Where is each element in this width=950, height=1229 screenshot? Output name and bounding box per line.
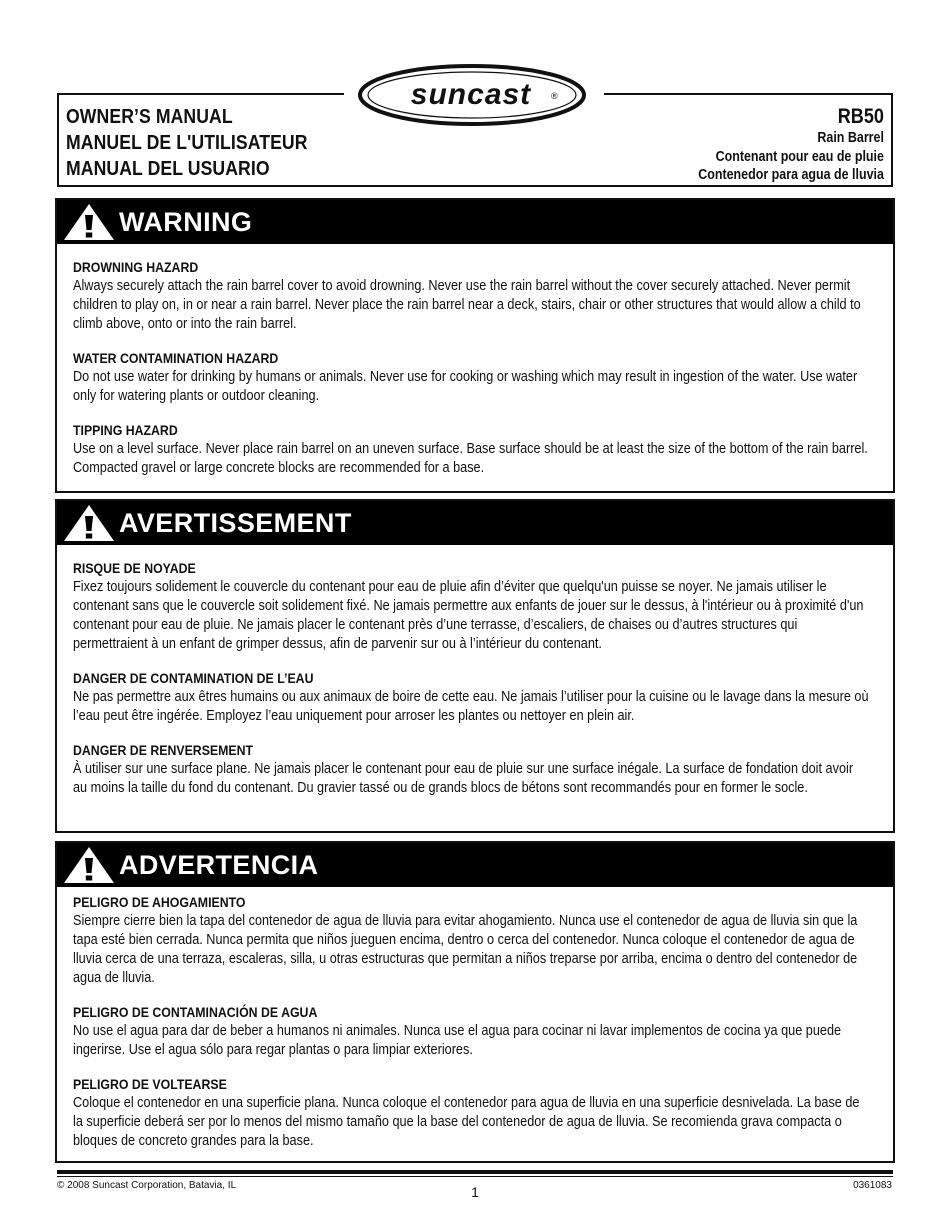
manual-titles [66, 104, 347, 182]
hazard-item [73, 669, 893, 726]
avertissement-body [73, 559, 893, 813]
warning-triangle-icon [63, 504, 115, 542]
hazard-item [73, 1075, 893, 1151]
hazard-text: Use on a level surface. Never place rain barrel on an uneven surface. Base surface should be at least the size of the bottom of the rain barrel. Compacted gravel or large concrete blocks are recommended for a base. [73, 441, 868, 476]
warning-triangle-icon [63, 846, 115, 884]
footer-rule [57, 1170, 893, 1174]
avertissement-section [55, 499, 895, 833]
suncast-logo [355, 62, 590, 128]
hazard-text: Siempre cierre bien la tapa del contenedor de agua de lluvia para evitar ahogamiento. Nunca use el contenedor de agua de lluvia sin que la tapa esté bien cerrada. Nunca permita que niños jueguen encima, dentro o cerca del contenedor. Nunca coloque el contenedor de agua de lluvia cerca de una terraza, escaleras, silla, u otras estructuras que permitan a niños treparse por arriba, encima o dentro del contenedor de agua de lluvia. [73, 913, 858, 986]
title-spanish: MANUAL DEL USUARIO [66, 157, 270, 180]
product-name-spanish: Contenedor para agua de lluvia [698, 167, 884, 183]
title-french: MANUEL DE L'UTILISATEUR [66, 131, 308, 154]
hazard-text: À utiliser sur une surface plane. Ne jamais placer le contenant pour eau de pluie sur une surface inégale. La surface de fondation doit avoir au moins la taille du fond du contenant. Du gravier tassé ou de grands blocs de bétons sont recommandés pour en former le socle. [73, 761, 854, 796]
hazard-text: Always securely attach the rain barrel cover to avoid drowning. Never use the rain barrel without the cover securely attached. Never permit children to play on, in or near a rain barrel. Never place the rain barrel near a deck, stairs, chair or other structures that would allow a child to climb above, onto or into the rain barrel. [73, 278, 861, 332]
hazard-text: Do not use water for drinking by humans or animals. Never use for cooking or washing which may result in ingestion of the water. Use water only for watering plants or outdoor cleaning. [73, 369, 858, 404]
hazard-text: Ne pas permettre aux êtres humains ou aux animaux de boire de cette eau. Ne jamais l’utiliser pour la cuisine ou le lavage dans la mesure où l’eau peut être ingérée. Employez l’eau uniquement pour arroser les plantes ou nettoyer en plein air. [73, 689, 869, 724]
advertencia-body [73, 893, 893, 1166]
hazard-item [73, 258, 893, 334]
hazard-item [73, 559, 893, 654]
warning-section [55, 198, 895, 493]
warning-triangle-icon [63, 203, 115, 241]
logo-text: suncast [410, 78, 532, 111]
advertencia-banner [57, 843, 893, 887]
hazard-item [73, 349, 893, 406]
hazard-text: No use el agua para dar de beber a humanos ni animales. Nunca use el agua para cocinar ni lavar implementos de cocina ya que puede ingerirse. Use el agua sólo para regar plantas o para limpiar exteriores. [73, 1023, 842, 1058]
hazard-heading: TIPPING HAZARD [73, 422, 178, 438]
advertencia-section [55, 841, 895, 1163]
warning-title: WARNING [119, 207, 253, 237]
avertissement-title: AVERTISSEMENT [119, 508, 352, 538]
hazard-item [73, 893, 893, 988]
hazard-heading: PELIGRO DE AHOGAMIENTO [73, 894, 246, 910]
document-number: 0361083 [853, 1180, 892, 1191]
product-name-french: Contenant pour eau de pluie [715, 148, 884, 165]
hazard-text: Coloque el contenedor en una superficie plana. Nunca coloque el contenedor para agua de lluvia en una superficie desnivelada. La base de la superficie deberá ser por lo menos del mismo tamaño que la base del contenedor de agua de lluvia. Se recomienda grava compacta o bloques de concreto grandes para la base. [73, 1095, 860, 1149]
hazard-heading: DROWNING HAZARD [73, 259, 199, 275]
hazard-heading: WATER CONTAMINATION HAZARD [73, 350, 279, 366]
avertissement-banner [57, 501, 893, 545]
title-english: OWNER’S MANUAL [66, 105, 233, 128]
advertencia-title: ADVERTENCIA [119, 850, 319, 880]
hazard-heading: RISQUE DE NOYADE [73, 560, 196, 576]
hazard-item [73, 421, 893, 478]
hazard-heading: PELIGRO DE CONTAMINACIÓN DE AGUA [73, 1004, 318, 1020]
warning-banner [57, 200, 893, 244]
hazard-item [73, 741, 893, 798]
footer-rule-thin [57, 1176, 893, 1177]
hazard-heading: PELIGRO DE VOLTEARSE [73, 1076, 227, 1092]
model-number: RB50 [837, 105, 884, 128]
warning-body [73, 258, 893, 493]
hazard-item [73, 1003, 893, 1060]
hazard-heading: DANGER DE CONTAMINATION DE L’EAU [73, 670, 314, 686]
page-number: 1 [471, 1184, 479, 1200]
svg-text:®: ® [551, 91, 558, 101]
product-name-english: Rain Barrel [817, 130, 884, 146]
hazard-text: Fixez toujours solidement le couvercle du contenant pour eau de pluie afin d’éviter que quelqu'un puisse se noyer. Ne jamais utiliser le contenant sans que le couvercle soit solidement fixé. Ne jamais permettre aux enfants de jouer sur le dessus, à l'intérieur ou à proximité d'un contenant pour eau de pluie. Ne jamais placer le contenant près d’une terrasse, d’escaliers, de chaises ou d’autres structures qui permettraient à un enfant de grimper dessus, afin de parvenir sur ou à l’intérieur du contenant. [73, 579, 864, 652]
copyright: © 2008 Suncast Corporation, Batavia, IL [57, 1180, 237, 1191]
product-info [668, 105, 884, 185]
hazard-heading: DANGER DE RENVERSEMENT [73, 742, 254, 758]
